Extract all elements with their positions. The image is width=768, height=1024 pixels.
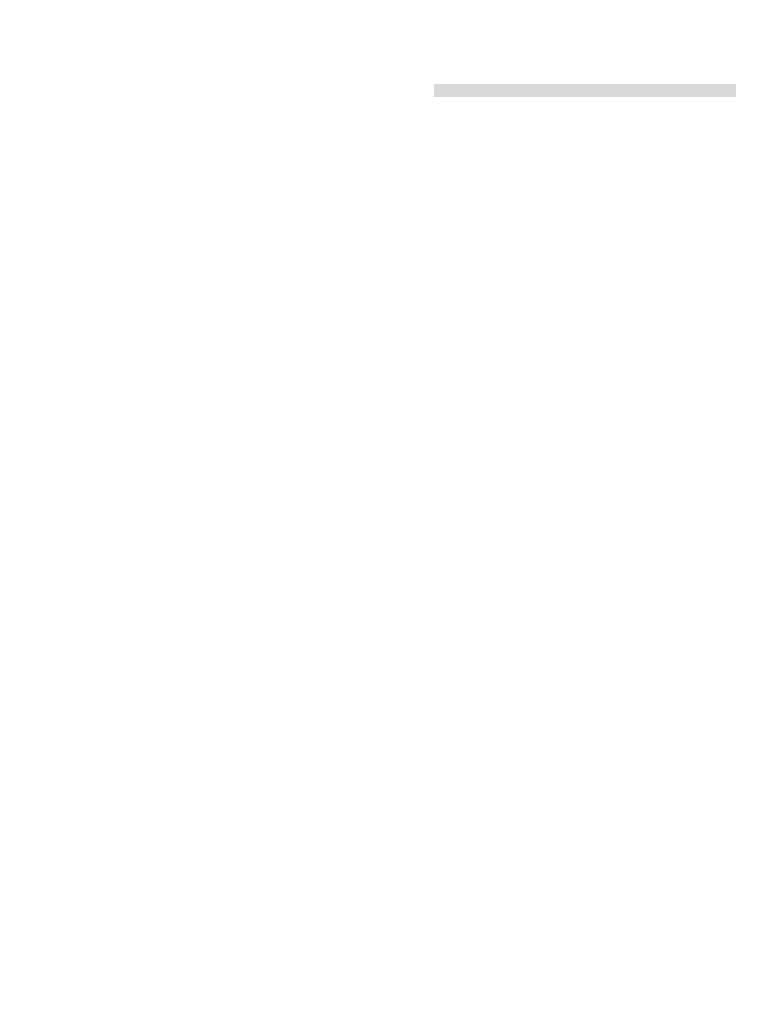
header-band bbox=[434, 84, 736, 97]
